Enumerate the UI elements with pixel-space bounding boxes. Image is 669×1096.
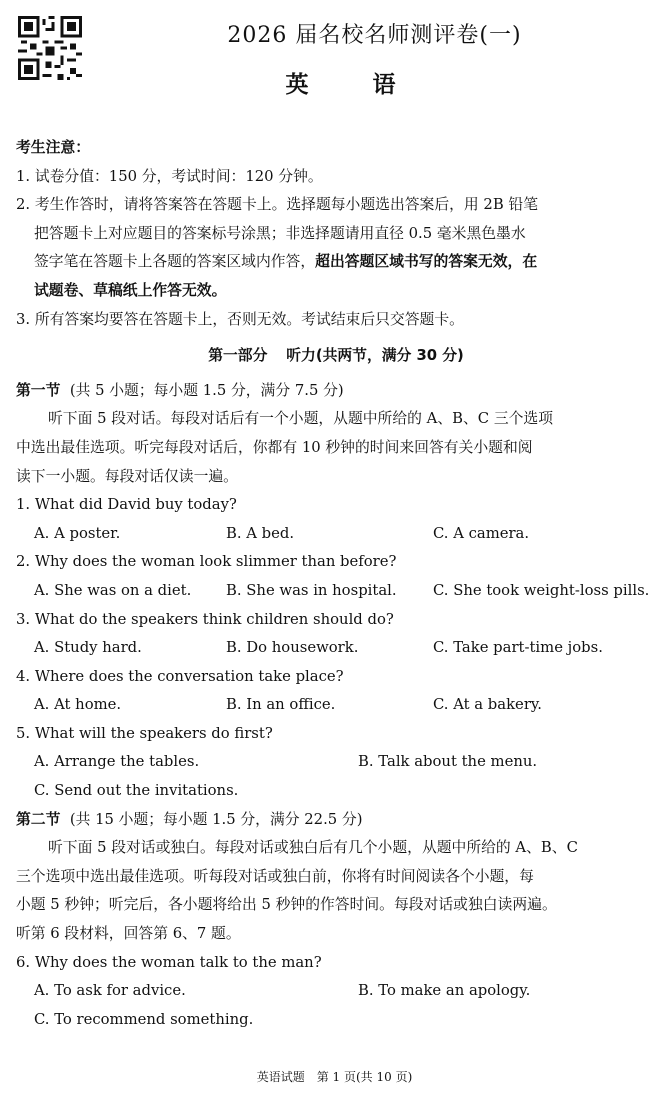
instruction-line: 读下一小题。每段对话仅读一遍。 [16,467,238,485]
question-stem: 1. What did David buy today? [16,496,237,514]
instruction-line: 听下面 5 段对话或独白。每段对话或独白后有几个小题，从题中所给的 A、B、C [48,839,578,857]
options-row [16,977,656,1006]
options-row [16,1006,656,1035]
option-a: A. A poster. [34,524,121,542]
option-c: C. A camera. [433,524,530,542]
instruction-line: 小题 5 秒钟；听完后，各小题将给出 5 秒钟的作答时间。每段对话或独白读两遍。 [16,896,557,914]
notice-item-normal: 签字笔在答题卡上各题的答案区域内作答， [34,253,316,271]
section-header [16,377,656,406]
notice-item: 1. 试卷分值：150 分，考试时间：120 分钟。 [16,167,323,185]
part-label: 第一部分 [208,347,268,365]
question-stem: 5. What will the speakers do first? [16,724,273,742]
options-row [16,691,656,720]
instruction-line: 听下面 5 段对话。每段对话后有一个小题，从题中所给的 A、B、C 三个选项 [48,410,554,428]
option-b: B. Talk about the menu. [358,753,538,771]
question-stem: 4. Where does the conversation take place? [16,667,344,685]
part-subtitle: 听力(共两节，满分 30 分) [286,347,464,365]
section-info: (共 5 小题；每小题 1.5 分，满分 7.5 分) [69,381,344,399]
notice-item-line [16,248,656,277]
options-row [16,577,656,606]
question-stem: 6. Why does the woman talk to the man? [16,953,322,971]
option-a: A. Study hard. [34,639,142,657]
page-body [16,134,656,1034]
option-a: A. She was on a diet. [34,581,192,599]
section-header [16,806,656,835]
options-row [16,777,656,806]
question-stem: 3. What do the speakers think children should do? [16,610,394,628]
subject-title: 英 语 [285,71,424,98]
options-row [16,634,656,663]
options-row [16,748,656,777]
option-c: C. Take part-time jobs. [433,639,603,657]
section-label: 第一节 [16,381,61,399]
option-a: A. At home. [34,696,122,714]
option-c: C. To recommend something. [34,1010,254,1028]
notice-item: 2. 考生作答时，请将答案答在答题卡上。选择题每小题选出答案后，用 2B 铅笔 [16,196,539,214]
notice-heading: 考生注意： [16,139,90,156]
option-b: B. To make an apology. [358,982,531,1000]
option-c: C. She took weight-loss pills. [433,581,650,599]
option-c: C. Send out the invitations. [34,782,239,800]
instruction-line: 听第 6 段材料，回答第 6、7 题。 [16,925,241,943]
notice-item: 3. 所有答案均要答在答题卡上，否则无效。考试结束后只交答题卡。 [16,310,464,328]
notice-item-bold: 超出答题区域书写的答案无效，在 [315,253,538,271]
option-b: B. In an office. [226,696,336,714]
page-footer: 英语试题 第 1 页(共 10 页) [256,1070,413,1084]
option-a: A. To ask for advice. [34,982,186,1000]
option-b: B. A bed. [226,524,295,542]
option-b: B. Do housework. [226,639,359,657]
notice-item: 把答题卡上对应题目的答案标号涂黑；非选择题请用直径 0.5 毫米黑色墨水 [34,224,526,242]
notice-item-bold: 试题卷、草稿纸上作答无效。 [34,281,227,299]
exam-title: 2026 届名校名师测评卷(一) [227,23,522,48]
options-row [16,520,656,549]
option-c: C. At a bakery. [433,696,542,714]
instruction-line: 三个选项中选出最佳选项。听每段对话或独白前，你将有时间阅读各个小题，每 [16,867,534,885]
section-label: 第二节 [16,810,61,828]
instruction-line: 中选出最佳选项。听完每段对话后，你都有 10 秒钟的时间来回答有关小题和阅 [16,438,533,456]
question-stem: 2. Why does the woman look slimmer than before? [16,553,397,571]
section-info: (共 15 小题；每小题 1.5 分，满分 22.5 分) [69,810,363,828]
part-title [16,342,656,371]
option-b: B. She was in hospital. [226,581,397,599]
option-a: A. Arrange the tables. [34,753,200,771]
